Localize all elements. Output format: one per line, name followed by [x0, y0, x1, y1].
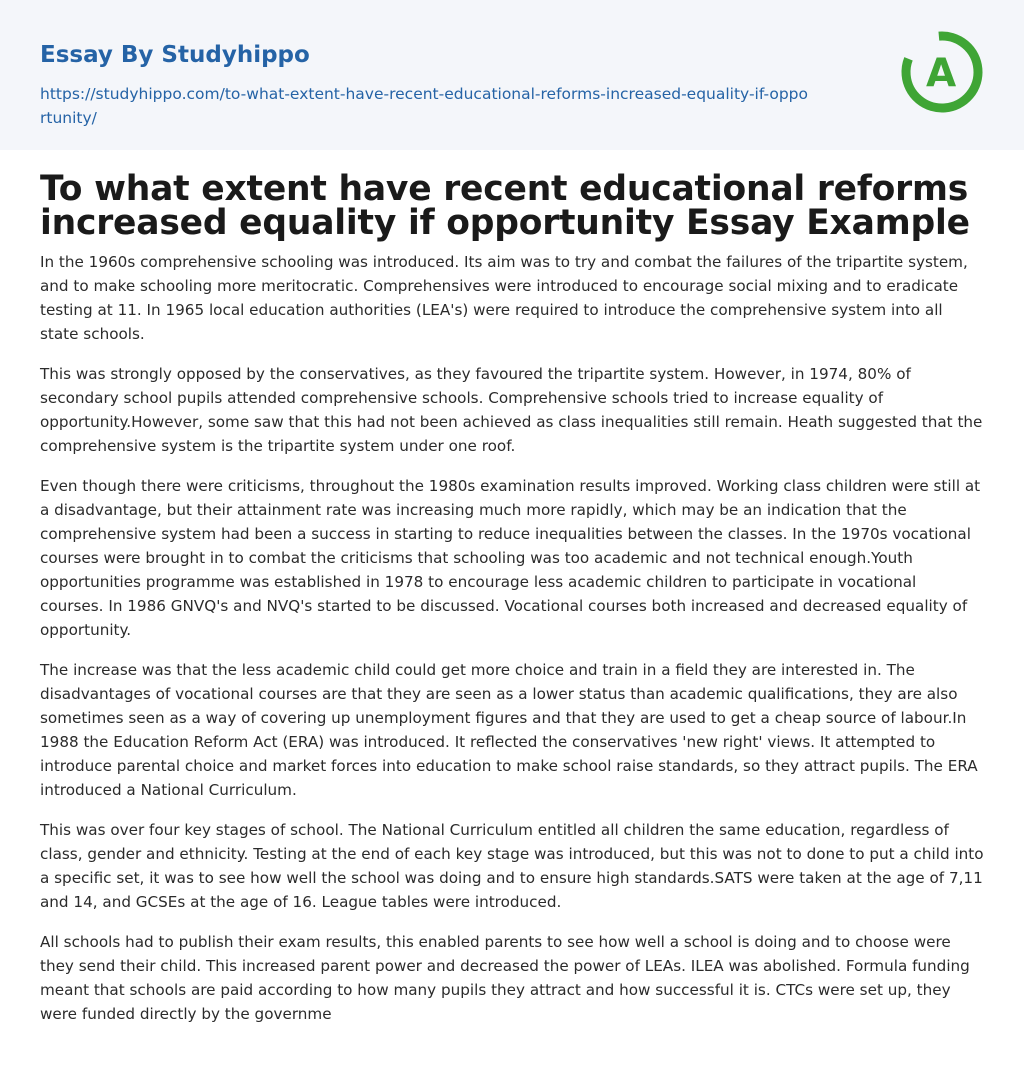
logo-letter: A: [926, 51, 957, 96]
studyhippo-logo-icon[interactable]: [900, 30, 984, 114]
site-header: [0, 0, 1024, 150]
essay-paragraph: Even though there were criticisms, throughout the 1980s examination results improved. Working class children were still at a disadvantage, but their attainment rate was increasing much more rapidly, which may be an indication that the comprehensive system had been a success in starting to reduce inequalities between the classes. In the 1970s vocational courses were brought in to combat the criticisms that schooling was too academic and not technical enough.Youth opportunities programme was established in 1978 to encourage less academic children to participate in vocational courses. In 1986 GNVQ's and NVQ's started to be discussed. Vocational courses both increased and decreased equality of opportunity.: [40, 477, 981, 639]
essay-title: To what extent have recent educational reforms increased equality if opportunity Essay Example: [40, 169, 970, 243]
essay-paragraph: This was strongly opposed by the conservatives, as they favoured the tripartite system. However, in 1974, 80% of secondary school pupils attended comprehensive schools. Comprehensive schools tried to increase equality of opportunity.However, some saw that this had not been achieved as class inequalities still remain. Heath suggested that the comprehensive system is the tripartite system under one roof.: [40, 365, 983, 455]
essay-paragraph: All schools had to publish their exam results, this enabled parents to see how well a school is doing and to choose were they send their child. This increased parent power and decreased the power of LEAs. ILEA was abolished. Formula funding meant that schools are paid according to how many pupils they attract and how successful it is. CTCs were set up, they were funded directly by the governme: [40, 933, 970, 1023]
essay-url-link[interactable]: https://studyhippo.com/to-what-extent-have-recent-educational-reforms-increased-equality-if-opportunity/: [40, 85, 808, 127]
essay-paragraph: The increase was that the less academic child could get more choice and train in a field they are interested in. The disadvantages of vocational courses are that they are seen as a lower status than academic qualifications, they are also sometimes seen as a way of covering up unemployment figures and that they are used to get a cheap source of labour.In 1988 the Education Reform Act (ERA) was introduced. It reflected the conservatives 'new right' views. It attempted to introduce parental choice and market forces into education to make school raise standards, so they attract pupils. The ERA introduced a National Curriculum.: [40, 661, 978, 799]
essay-content: [0, 169, 1024, 1026]
essay-paragraph: This was over four key stages of school. The National Curriculum entitled all children the same education, regardless of class, gender and ethnicity. Testing at the end of each key stage was introduced, but this was not to done to put a child into a specific set, it was to see how well the school was doing and to ensure high standards.SATS were taken at the age of 7,11 and 14, and GCSEs at the age of 16. League tables were introduced.: [40, 821, 984, 911]
site-title[interactable]: Essay By Studyhippo: [40, 42, 310, 68]
essay-paragraph: In the 1960s comprehensive schooling was introduced. Its aim was to try and combat the failures of the tripartite system, and to make schooling more meritocratic. Comprehensives were introduced to encourage social mixing and to eradicate testing at 11. In 1965 local education authorities (LEA's) were required to introduce the comprehensive system into all state schools.: [40, 253, 968, 343]
